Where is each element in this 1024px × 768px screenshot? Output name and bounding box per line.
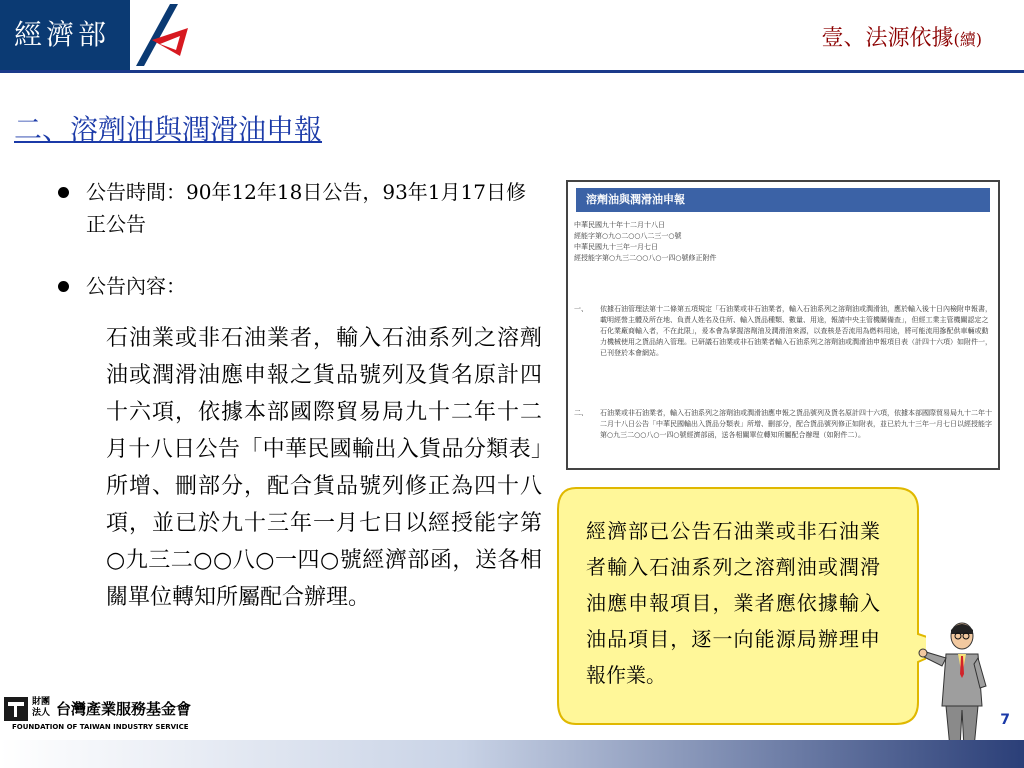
moea-logo [0,0,190,70]
notice-paragraph-text: 依據石油管理法第十二條第五項規定「石油業或非石油業者，輸入石油系列之溶劑油或潤滑油，應於輸入後十日內檢附申報書，載明經營主體及所在地、負責人姓名及住所、輸入貨品種類、數量、用途，報請中央主管機關備查」，但經工業主管機關認定之石化業廠商輸入者，不在此限」，爰本會為掌握溶劑油及潤滑油來源，以查核是否流用為燃料用途，將可能流用摻配供車輛或動力機械使用之貨品納入管理。已研議石油業或非石油業者輸入石油系列之溶劑油或潤滑油申報項目表（計四十六項）如附件一，已刊登於本會網站。 [600,305,992,357]
bullet-text: 公告時間：90年12年18日公告，93年1月17日修正公告 [86,180,526,236]
footer-gradient-bar [0,740,1024,768]
notice-screenshot [566,180,1000,470]
bullet-dot-icon [58,187,69,198]
logo-text: 經濟部 [14,18,111,51]
foundation-prefix: 財團法人 [32,697,51,718]
presenter-man-icon [918,622,992,758]
bullet-text: 公告內容： [86,274,186,298]
notice-paragraph-text: 石油業或非石油業者，輸入石油系列之溶劑油或潤滑油應申報之貨品號列及貨名原計四十六項，依據本部國際貿易局九十二年十二月十八日公告「中華民國輸出入貨品分類表」所增、刪部分，配合貨品號列修正如附表，並已於九十三年一月七日以經授能字第○九三二○○八○一四○號經濟部函，送各相關單位轉知所屬配合辦理（如附件二）。 [600,409,992,439]
notice-paragraph-index: 一、 [574,305,588,313]
notice-meta-line: 經授能字第○九三二○○八○一四○號修正附件 [574,254,717,262]
header-divider [0,70,1024,73]
page-number: 7 [1000,712,1010,728]
slide-header [0,0,1024,72]
announcement-body: 石油業或非石油業者，輸入石油系列之溶劑油或潤滑油應申報之貨品號列及貨名原計四十六項，依據本部國際貿易局九十二年十二月十八日公告「中華民國輸出入貨品分類表」所增、刪部分，配合貨品號列修正為四十八項，並已於九十三年一月七日以經授能字第○九三二○○八○一四○號經濟部函，送各相關單位轉知所屬配合辦理。 [106,326,542,610]
callout-text: 經濟部已公告石油業或非石油業者輸入石油系列之溶劑油或潤滑油應申報項目，業者應依據輸入油品項目，逐一向能源局辦理申報作業。 [586,519,880,687]
notice-title: 溶劑油與潤滑油申報 [586,193,685,206]
notice-paragraph-index: 二、 [574,409,588,417]
foundation-name: 台灣產業服務基金會 [56,700,192,718]
notice-meta-line: 經能字第○九○二○○八二三一○號 [574,232,682,240]
notice-meta-line: 中華民國九十三年一月七日 [574,243,658,251]
notice-paragraph [574,304,992,359]
foundation-mark-icon [4,697,28,721]
logo-background [0,0,130,70]
bullet-dot-icon [58,281,69,292]
notice-header [576,188,990,212]
section-title-suffix: (續) [953,30,982,49]
notice-meta-line: 中華民國九十年十二月十八日 [574,221,665,229]
foundation-logo [4,697,204,735]
notice-meta [574,220,717,264]
slide-subtitle: 二、溶劑油與潤滑油申報 [14,113,323,146]
bullet-item [58,176,538,240]
section-title [821,26,982,53]
notice-paragraph [574,408,992,441]
logo-emblem-icon [130,0,190,70]
bullet-item [58,270,538,302]
foundation-name-english: FOUNDATION OF TAIWAN INDUSTRY SERVICE [12,723,189,731]
section-title-main: 壹、法源依據 [821,26,954,51]
